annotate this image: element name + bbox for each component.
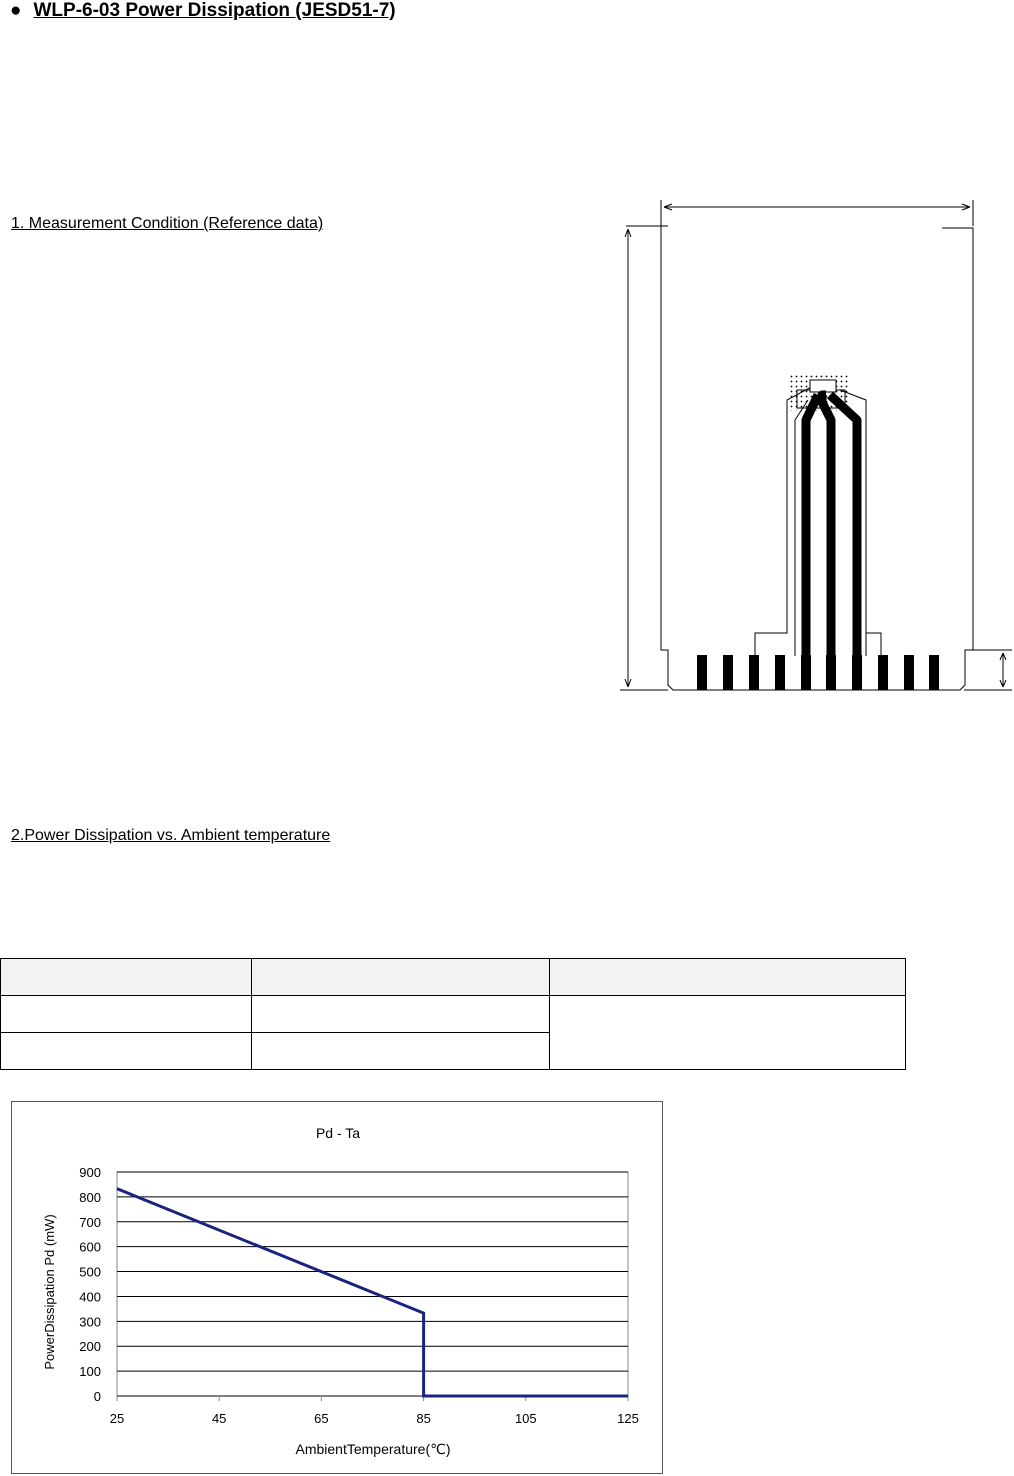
board-outline	[661, 226, 973, 690]
y-axis-label: PowerDissipation Pd (mW)	[42, 1214, 57, 1370]
chart-frame	[11, 1101, 663, 1474]
x-tick-label: 125	[617, 1411, 639, 1426]
document-title	[10, 0, 396, 22]
y-tick-label: 800	[79, 1189, 101, 1205]
table-header-row	[1, 959, 906, 996]
table-cell	[1, 996, 252, 1033]
top-dimension-arrow	[661, 200, 973, 226]
pcb-layout-drawing	[0, 190, 1014, 710]
table-cell	[252, 996, 550, 1033]
bullet-icon: ●	[10, 0, 22, 21]
thick-traces	[806, 395, 857, 685]
x-tick-label: 65	[314, 1411, 329, 1426]
x-tick-label: 45	[211, 1411, 227, 1426]
thin-traces	[755, 385, 881, 656]
plot-area	[117, 1172, 628, 1396]
right-dimension-arrow	[964, 650, 1012, 690]
section-heading-power-vs-temp: 2.Power Dissipation vs. Ambient temperature	[11, 827, 331, 844]
connector-pads	[697, 655, 939, 690]
table-row	[1, 996, 906, 1033]
y-tick-label: 200	[79, 1339, 101, 1355]
table-header-cell	[1, 959, 252, 996]
pd-ta-chart	[12, 1102, 662, 1473]
y-tick-label: 0	[93, 1389, 101, 1404]
table-cell	[1, 1033, 252, 1070]
y-tick-label: 400	[79, 1289, 101, 1305]
chart-title: Pd - Ta	[315, 1125, 361, 1141]
series-line	[117, 1189, 628, 1396]
x-tick-label: 25	[109, 1411, 125, 1426]
y-tick-label: 600	[79, 1239, 101, 1255]
y-tick-label: 700	[79, 1214, 101, 1230]
table-header-cell	[550, 959, 906, 996]
section-heading-measurement-condition: 1. Measurement Condition (Reference data)	[11, 215, 324, 232]
power-dissipation-table	[0, 958, 906, 1070]
table-header-cell	[252, 959, 550, 996]
x-tick-label: 85	[416, 1411, 431, 1426]
x-tick-label: 105	[514, 1411, 537, 1426]
table-cell	[252, 1033, 550, 1070]
table-cell-merged	[550, 996, 906, 1070]
y-tick-label: 900	[79, 1165, 101, 1180]
y-tick-label: 100	[79, 1364, 101, 1380]
y-tick-label: 300	[79, 1314, 101, 1330]
y-tick-label: 500	[79, 1264, 101, 1280]
document-title-text: WLP-6-03 Power Dissipation (JESD51-7)	[33, 0, 396, 21]
x-axis-label: AmbientTemperature(℃)	[295, 1441, 451, 1457]
